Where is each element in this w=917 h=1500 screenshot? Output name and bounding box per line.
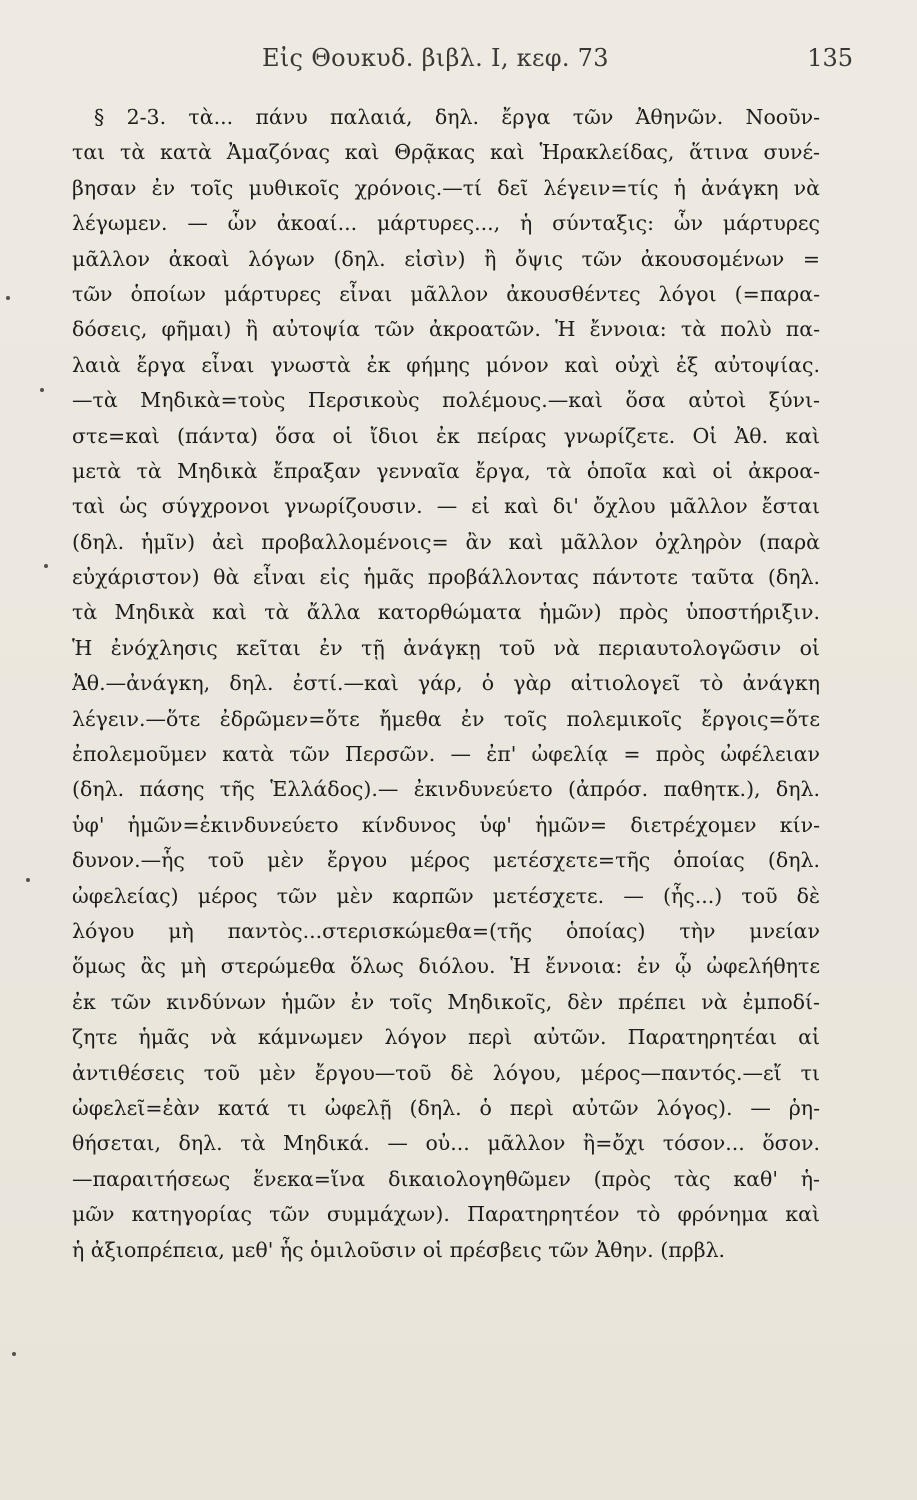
text-line: ἀντιθέσεις τοῦ μὲν ἔργου—τοῦ δὲ λόγου, μέρος—παντός.—εἴ τι xyxy=(72,1060,820,1085)
text-line: ἐκ τῶν κινδύνων ἡμῶν ἐν τοῖς Μηδικοῖς, δὲν πρέπει νὰ ἐμποδί- xyxy=(72,989,820,1014)
text-line: ζητε ἡμᾶς νὰ κάμνωμεν λόγον περὶ αὐτῶν. Παρατηρητέαι αἱ xyxy=(72,1025,820,1050)
text-line: θήσεται, δηλ. τὰ Μηδικά. — οὐ... μᾶλλον ἢ=ὄχι τόσον... ὅσον. xyxy=(72,1131,820,1156)
text-line: —παραιτήσεως ἕνεκα=ἵνα δικαιολογηθῶμεν (πρὸς τὰς καθ' ἡ- xyxy=(72,1166,820,1191)
text-line: λέγειν.—ὅτε ἐδρῶμεν=ὅτε ἤμεθα ἐν τοῖς πολεμικοῖς ἔργοις=ὅτε xyxy=(72,706,820,731)
text-line: στε=καὶ (πάντα) ὅσα οἱ ἴδιοι ἐκ πείρας γνωρίζετε. Οἱ Ἀθ. καὶ xyxy=(72,423,820,448)
text-line: ὠφελείας) μέρος τῶν μὲν καρπῶν μετέσχετε. — (ἧς...) τοῦ δὲ xyxy=(72,883,820,908)
text-line: μᾶλλον ἀκοαὶ λόγων (δηλ. εἰσὶν) ἢ ὄψις τῶν ἀκουσομένων = xyxy=(72,246,820,271)
margin-speck xyxy=(40,388,44,392)
text-line: —τὰ Μηδικὰ=τοὺς Περσικοὺς πολέμους.—καὶ ὅσα αὐτοὶ ξύνι- xyxy=(72,388,820,413)
text-line: (δηλ. ἡμῖν) ἀεὶ προβαλλομένοις= ἂν καὶ μᾶλλον ὀχληρὸν (παρὰ xyxy=(72,529,820,554)
page-header xyxy=(0,44,917,84)
text-line: λαιὰ ἔργα εἶναι γνωστὰ ἐκ φήμης μόνον καὶ οὐχὶ ἐξ αὐτοψίας. xyxy=(72,352,820,377)
page-number: 135 xyxy=(807,44,853,72)
margin-speck xyxy=(12,1352,16,1356)
text-line: ταὶ ὡς σύγχρονοι γνωρίζουσιν. — εἰ καὶ δι' ὄχλου μᾶλλον ἔσται xyxy=(72,494,820,519)
text-line: δυνον.—ἧς τοῦ μὲν ἔργου μέρος μετέσχετε=τῆς ὁποίας (δηλ. xyxy=(72,848,820,873)
text-line: ὑφ' ἡμῶν=ἐκινδυνεύετο κίνδυνος ὑφ' ἡμῶν= διετρέχομεν κίν- xyxy=(72,812,820,837)
text-line: Ἀθ.—ἀνάγκη, δηλ. ἐστί.—καὶ γάρ, ὁ γὰρ αἰτιολογεῖ τὸ ἀνάγκη xyxy=(72,671,820,696)
text-line: λέγωμεν. — ὧν ἀκοαί... μάρτυρες..., ἡ σύνταξις: ὧν μάρτυρες xyxy=(72,211,820,236)
text-line: δόσεις, φῆμαι) ἢ αὐτοψία τῶν ἀκροατῶν. Ἡ ἔννοια: τὰ πολὺ πα- xyxy=(72,317,820,342)
text-line: (δηλ. πάσης τῆς Ἑλλάδος).— ἐκινδυνεύετο (ἀπρόσ. παθητκ.), δηλ. xyxy=(72,777,820,802)
commentary-text xyxy=(72,100,820,1268)
text-line: ἐπολεμοῦμεν κατὰ τῶν Περσῶν. — ἐπ' ὠφελίᾳ = πρὸς ὠφέλειαν xyxy=(72,742,820,767)
text-line: τὰ Μηδικὰ καὶ τὰ ἄλλα κατορθώματα ἡμῶν) πρὸς ὑποστήριξιν. xyxy=(72,600,820,625)
margin-speck xyxy=(6,296,10,300)
text-line: εὐχάριστον) θὰ εἶναι εἰς ἡμᾶς προβάλλοντας πάντοτε ταῦτα (δηλ. xyxy=(72,565,820,590)
text-line: ἡ ἀξιοπρέπεια, μεθ' ἧς ὁμιλοῦσιν οἱ πρέσβεις τῶν Ἀθην. (πρβλ. xyxy=(72,1237,726,1262)
text-line: ὅμως ἂς μὴ στερώμεθα ὅλως διόλου. Ἡ ἔννοια: ἐν ᾧ ὠφελήθητε xyxy=(72,954,820,979)
margin-speck xyxy=(44,564,48,568)
text-line: τῶν ὁποίων μάρτυρες εἶναι μᾶλλον ἀκουσθέντες λόγοι (=παρα- xyxy=(72,281,820,306)
text-line: Ἡ ἐνόχλησις κεῖται ἐν τῇ ἀνάγκῃ τοῦ νὰ περιαυτολογῶσιν οἱ xyxy=(72,635,820,660)
text-line: λόγου μὴ παντὸς...στερισκώμεθα=(τῆς ὁποίας) τὴν μνείαν xyxy=(72,918,820,943)
text-line: ὠφελεῖ=ἐὰν κατά τι ὠφελῇ (δηλ. ὁ περὶ αὐτῶν λόγος). — ῥη- xyxy=(72,1095,820,1120)
margin-speck xyxy=(26,878,30,882)
text-line: ται τὰ κατὰ Ἀμαζόνας καὶ Θρᾷκας καὶ Ἡρακλείδας, ἅτινα συνέ- xyxy=(72,140,820,165)
text-line: βησαν ἐν τοῖς μυθικοῖς χρόνοις.—τί δεῖ λέγειν=τίς ἡ ἀνάγκη νὰ xyxy=(72,175,820,200)
running-head: Εἰς Θουκυδ. βιβλ. I, κεφ. 73 xyxy=(262,44,609,72)
text-line: μετὰ τὰ Μηδικὰ ἔπραξαν γενναῖα ἔργα, τὰ ὁποῖα καὶ οἱ ἀκροα- xyxy=(72,458,820,483)
text-line: μῶν κατηγορίας τῶν συμμάχων). Παρατηρητέον τὸ φρόνημα καὶ xyxy=(72,1202,820,1227)
text-line: § 2-3. τὰ... πάνυ παλαιά, δηλ. ἔργα τῶν Ἀθηνῶν. Νοοῦν- xyxy=(94,105,820,129)
